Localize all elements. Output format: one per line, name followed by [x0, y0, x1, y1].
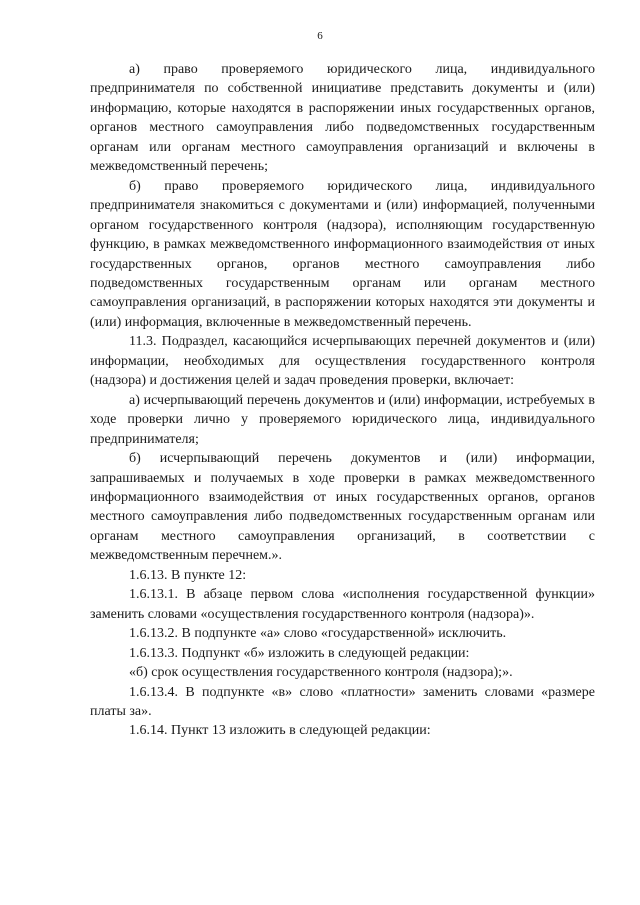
document-body — [90, 60, 595, 741]
paragraph: б) право проверяемого юридического лица, индивидуального предпринимателя знакомиться с документами и (или) информацией, полученными органом государственного контроля (надзора), исполняющим государственную функцию, в рамках межведомственного информационного взаимодействия от иных государственных органов, органов местного самоуправления либо подведомственных государственным органам или органам местного самоуправления организаций, в распоряжении которых находятся эти документы и (или) информация, включенные в межведомственный перечень. — [90, 178, 595, 330]
page-number: 6 — [317, 30, 323, 42]
paragraph: б) исчерпывающий перечень документов и (или) информации, запрашиваемых и получаемых в ходе проверки в рамках межведомственного информационного взаимодействия от иных государственных органов, органов местного самоуправления либо подведомственных государственным органам или органам местного самоуправления организаций, в соответствии с межведомственным перечнем.». — [90, 451, 595, 564]
paragraph: а) право проверяемого юридического лица, индивидуального предпринимателя по собственной инициативе представить документы и (или) информацию, которые находятся в распоряжении иных государственных органов, органов местного самоуправления либо подведомственных государственным органам или органам местного самоуправления организаций и включены в межведомственный перечень; — [90, 62, 595, 175]
paragraph: 1.6.13.2. В подпункте «а» слово «государственной» исключить. — [129, 626, 507, 642]
paragraph: 1.6.13.4. В подпункте «в» слово «платности» заменить словами «размере платы за». — [90, 684, 595, 719]
paragraph: 1.6.13. В пункте 12: — [129, 567, 247, 583]
paragraph: 1.6.13.3. Подпункт «б» изложить в следующей редакции: — [129, 645, 470, 661]
paragraph: 1.6.13.1. В абзаце первом слова «исполнения государственной функции» заменить словами «осуществления государственного контроля (надзора)». — [90, 587, 595, 622]
paragraph: 1.6.14. Пункт 13 изложить в следующей редакции: — [129, 723, 431, 739]
paragraph: а) исчерпывающий перечень документов и (или) информации, истребуемых в ходе проверки лично у проверяемого юридического лица, индивидуального предпринимателя; — [90, 392, 595, 447]
paragraph: 11.3. Подраздел, касающийся исчерпывающих перечней документов и (или) информации, необходимых для осуществления государственного контроля (надзора) и достижения целей и задач проведения проверки, включает: — [90, 334, 595, 389]
paragraph: «б) срок осуществления государственного контроля (надзора);». — [129, 665, 513, 681]
